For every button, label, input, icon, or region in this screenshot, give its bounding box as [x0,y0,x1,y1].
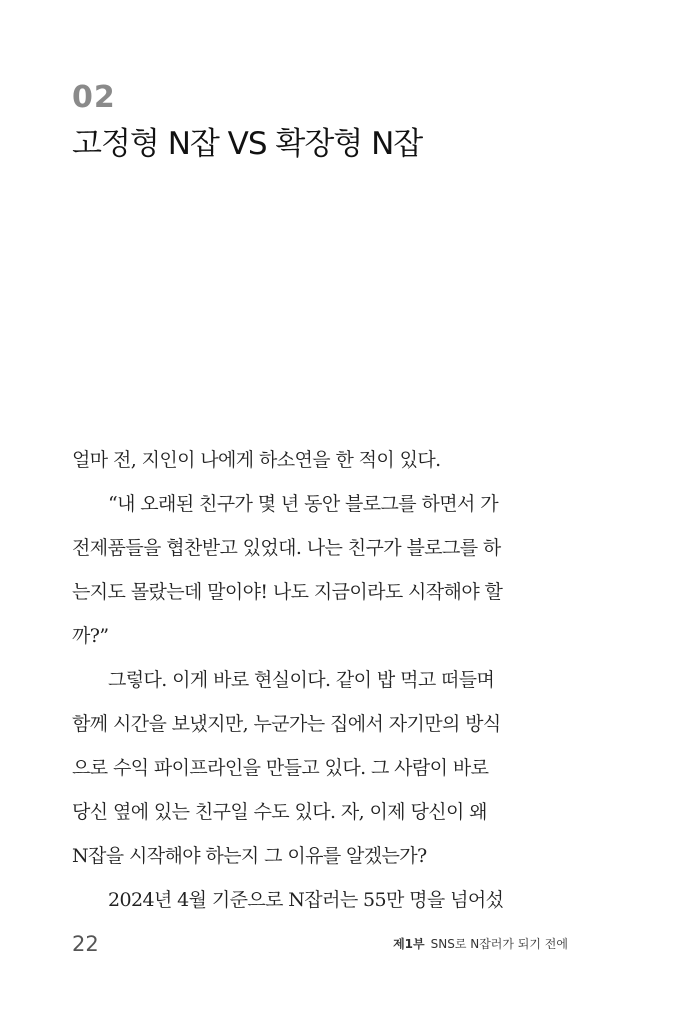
page-number: 22 [72,932,99,956]
text-line: N잡을 시작해야 하는지 그 이유를 알겠는가? [72,845,427,867]
chapter-number: 02 [72,80,116,115]
text-line: 까?” [72,625,109,647]
text-line: 으로 수익 파이프라인을 만들고 있다. 그 사람이 바로 [72,757,489,779]
paragraph-1 [72,438,542,482]
text-line: 당신 옆에 있는 친구일 수도 있다. 자, 이제 당신이 왜 [72,801,487,823]
text-line: 얼마 전, 지인이 나에게 하소연을 한 적이 있다. [72,449,441,471]
text-line: 2024년 4월 기준으로 N잡러는 55만 명을 넘어섰 [108,889,504,911]
body-text [72,438,542,922]
text-line: 함께 시간을 보냈지만, 누군가는 집에서 자기만의 방식 [72,713,501,735]
paragraph-4 [72,878,542,922]
text-line: 는지도 몰랐는데 말이야! 나도 지금이라도 시작해야 할 [72,581,503,603]
text-line: “내 오래된 친구가 몇 년 동안 블로그를 하면서 가 [108,493,498,515]
running-header [393,935,568,953]
part-label: 제1부 [393,937,425,951]
book-title: SNS로 N잡러가 되기 전에 [430,937,568,951]
chapter-title: 고정형 N잡 VS 확장형 N잡 [72,126,423,162]
text-line: 그렇다. 이게 바로 현실이다. 같이 밥 먹고 떠들며 [108,669,495,691]
paragraph-2 [72,482,542,658]
text-line: 전제품들을 협찬받고 있었대. 나는 친구가 블로그를 하 [72,537,501,559]
paragraph-3 [72,658,542,878]
